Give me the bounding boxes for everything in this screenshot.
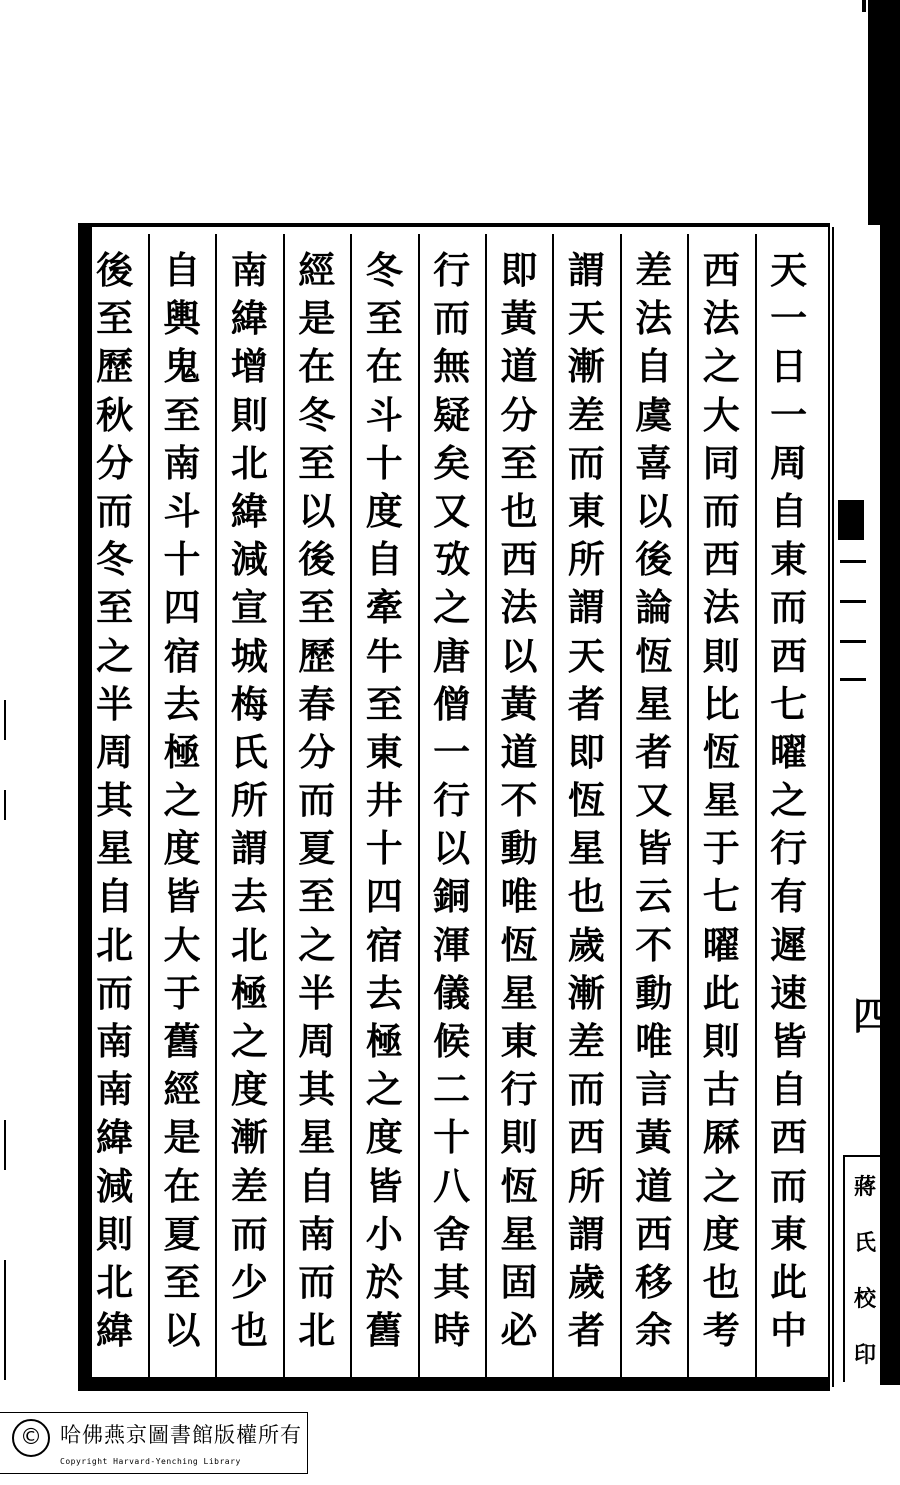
glyph: 之 — [365, 1067, 403, 1112]
glyph: 南 — [163, 440, 201, 485]
glyph: 周 — [770, 440, 808, 485]
glyph: 斗 — [365, 392, 403, 437]
glyph: 至 — [163, 1259, 201, 1304]
glyph: 去 — [230, 874, 268, 919]
glyph: 也 — [230, 1308, 268, 1353]
glyph: 八 — [433, 1163, 471, 1208]
glyph: 牛 — [365, 633, 403, 678]
glyph: 遲 — [770, 922, 808, 967]
glyph: 此 — [770, 1259, 808, 1304]
glyph: 大 — [702, 392, 740, 437]
column-rule — [687, 234, 689, 1380]
glyph: 後 — [96, 248, 134, 292]
glyph: 東 — [500, 1019, 538, 1063]
glyph: 增 — [230, 344, 268, 389]
glyph: 渾 — [433, 922, 471, 967]
glyph: 銅 — [433, 874, 471, 919]
glyph: 星 — [298, 1115, 336, 1160]
glyph: 時 — [433, 1308, 471, 1353]
glyph: 自 — [635, 344, 673, 389]
glyph: 至 — [298, 440, 336, 485]
glyph: 之 — [702, 344, 740, 389]
glyph: 所 — [230, 778, 268, 823]
glyph: 去 — [163, 681, 201, 726]
collector-seal — [843, 1155, 885, 1382]
glyph: 至 — [96, 296, 134, 341]
glyph: 于 — [163, 970, 201, 1015]
glyph: 以 — [433, 826, 471, 871]
margin-divider — [832, 227, 834, 1387]
glyph: 春 — [298, 681, 336, 726]
glyph: 南 — [230, 248, 268, 292]
glyph: 法 — [702, 585, 740, 630]
glyph: 以 — [500, 633, 538, 678]
scan-speck — [4, 1260, 6, 1380]
glyph: 候 — [433, 1019, 471, 1063]
column-rule — [350, 234, 352, 1380]
glyph: 道 — [635, 1163, 673, 1208]
glyph: 者 — [635, 729, 673, 774]
glyph: 星 — [500, 1211, 538, 1256]
glyph: 東 — [365, 729, 403, 774]
scan-speck — [4, 700, 6, 740]
glyph: 度 — [365, 488, 403, 533]
glyph: 皆 — [635, 826, 673, 871]
glyph: 儀 — [433, 970, 471, 1015]
glyph: 云 — [635, 874, 673, 919]
glyph: 曜 — [702, 922, 740, 967]
glyph: 在 — [298, 344, 336, 389]
glyph: 而 — [702, 488, 740, 533]
text-column — [487, 246, 551, 1354]
glyph: 在 — [365, 344, 403, 389]
glyph: 東 — [567, 488, 605, 533]
glyph: 自 — [365, 537, 403, 582]
glyph: 差 — [230, 1163, 268, 1208]
glyph: 至 — [500, 440, 538, 485]
glyph: 而 — [298, 778, 336, 823]
glyph: 古 — [702, 1067, 740, 1112]
glyph: 矣 — [433, 440, 471, 485]
text-column — [83, 246, 147, 1354]
glyph: 十 — [433, 1115, 471, 1160]
glyph: 歷 — [96, 344, 134, 389]
glyph: 速 — [770, 970, 808, 1015]
glyph: 之 — [298, 922, 336, 967]
glyph: 皆 — [163, 874, 201, 919]
glyph: 七 — [770, 681, 808, 726]
seal-char: 氏 — [853, 1229, 876, 1256]
glyph: 又 — [433, 488, 471, 533]
glyph: 東 — [770, 1211, 808, 1256]
text-column — [150, 246, 214, 1354]
glyph: 唯 — [635, 1019, 673, 1063]
glyph: 城 — [230, 633, 268, 678]
glyph: 西 — [702, 248, 740, 292]
glyph: 其 — [298, 1067, 336, 1112]
glyph: 喜 — [635, 440, 673, 485]
glyph: 虞 — [635, 392, 673, 437]
glyph: 是 — [163, 1115, 201, 1160]
glyph: 一 — [770, 392, 808, 437]
text-column — [689, 246, 753, 1354]
glyph: 南 — [96, 1067, 134, 1112]
glyph: 曜 — [770, 729, 808, 774]
glyph: 恆 — [500, 1163, 538, 1208]
glyph: 謂 — [567, 1211, 605, 1256]
glyph: 其 — [433, 1259, 471, 1304]
glyph: 冬 — [365, 248, 403, 292]
glyph: 也 — [567, 874, 605, 919]
glyph: 一 — [433, 729, 471, 774]
glyph: 一 — [770, 296, 808, 341]
glyph: 道 — [500, 344, 538, 389]
glyph: 後 — [298, 537, 336, 582]
glyph: 經 — [163, 1067, 201, 1112]
glyph: 至 — [163, 392, 201, 437]
glyph: 法 — [500, 585, 538, 630]
glyph: 四 — [163, 585, 201, 630]
glyph: 星 — [500, 970, 538, 1015]
glyph: 行 — [433, 248, 471, 292]
glyph: 鬼 — [163, 344, 201, 389]
glyph: 分 — [298, 729, 336, 774]
glyph: 黃 — [500, 296, 538, 341]
glyph: 緯 — [96, 1115, 134, 1160]
glyph: 北 — [96, 1259, 134, 1304]
glyph: 差 — [635, 248, 673, 292]
glyph: 又 — [635, 778, 673, 823]
glyph: 不 — [635, 922, 673, 967]
glyph: 有 — [770, 874, 808, 919]
text-column — [757, 246, 821, 1354]
scan-speck — [4, 1120, 6, 1170]
glyph: 歲 — [567, 1259, 605, 1304]
glyph: 經 — [298, 248, 336, 292]
glyph: 論 — [635, 585, 673, 630]
glyph: 半 — [96, 681, 134, 726]
glyph: 以 — [635, 488, 673, 533]
glyph: 至 — [298, 585, 336, 630]
glyph: 漸 — [230, 1115, 268, 1160]
text-column — [420, 246, 484, 1354]
glyph: 厤 — [702, 1115, 740, 1160]
glyph: 則 — [702, 1019, 740, 1063]
glyph: 唐 — [433, 633, 471, 678]
glyph: 所 — [567, 1163, 605, 1208]
glyph: 不 — [500, 778, 538, 823]
glyph: 之 — [96, 633, 134, 678]
glyph: 此 — [702, 970, 740, 1015]
glyph: 北 — [230, 922, 268, 967]
glyph: 周 — [298, 1019, 336, 1063]
seal-char: 校 — [853, 1286, 876, 1313]
column-rule — [552, 234, 554, 1380]
glyph: 西 — [770, 1115, 808, 1160]
scan-speck — [4, 790, 6, 820]
glyph: 極 — [230, 970, 268, 1015]
text-column — [554, 246, 618, 1354]
glyph: 謂 — [567, 248, 605, 292]
glyph: 於 — [365, 1259, 403, 1304]
glyph: 北 — [298, 1308, 336, 1353]
glyph: 減 — [230, 537, 268, 582]
glyph: 而 — [298, 1259, 336, 1304]
glyph: 動 — [500, 826, 538, 871]
glyph: 之 — [433, 585, 471, 630]
glyph: 牽 — [365, 585, 403, 630]
glyph: 北 — [96, 922, 134, 967]
seal-char: 蔣 — [853, 1173, 876, 1200]
glyph: 天 — [567, 296, 605, 341]
glyph: 七 — [702, 874, 740, 919]
glyph: 者 — [567, 1308, 605, 1353]
glyph: 星 — [96, 826, 134, 871]
glyph: 宿 — [365, 922, 403, 967]
glyph: 緯 — [230, 296, 268, 341]
glyph: 謂 — [567, 585, 605, 630]
glyph: 緯 — [230, 488, 268, 533]
glyph: 度 — [163, 826, 201, 871]
glyph: 僧 — [433, 681, 471, 726]
copyright-box — [0, 1412, 308, 1474]
glyph: 東 — [770, 537, 808, 582]
copyright-icon: © — [12, 1419, 50, 1457]
column-rule — [283, 234, 285, 1380]
glyph: 在 — [163, 1163, 201, 1208]
glyph: 恆 — [567, 778, 605, 823]
glyph: 南 — [298, 1211, 336, 1256]
glyph: 少 — [230, 1259, 268, 1304]
glyph: 分 — [500, 392, 538, 437]
glyph: 宿 — [163, 633, 201, 678]
glyph: 而 — [230, 1211, 268, 1256]
glyph: 則 — [96, 1211, 134, 1256]
glyph: 于 — [702, 826, 740, 871]
glyph: 四 — [365, 874, 403, 919]
column-rule — [215, 234, 217, 1380]
glyph: 西 — [635, 1211, 673, 1256]
glyph: 即 — [500, 248, 538, 292]
glyph: 其 — [96, 778, 134, 823]
glyph: 皆 — [770, 1019, 808, 1063]
glyph: 疑 — [433, 392, 471, 437]
glyph: 北 — [230, 440, 268, 485]
glyph: 比 — [702, 681, 740, 726]
glyph: 恆 — [500, 922, 538, 967]
glyph: 考 — [702, 1308, 740, 1353]
glyph: 差 — [567, 1019, 605, 1063]
column-rule — [418, 234, 420, 1380]
glyph: 皆 — [365, 1163, 403, 1208]
glyph: 自 — [96, 874, 134, 919]
glyph: 行 — [770, 826, 808, 871]
glyph: 而 — [96, 488, 134, 533]
glyph: 大 — [163, 922, 201, 967]
glyph: 法 — [702, 296, 740, 341]
glyph: 南 — [96, 1019, 134, 1063]
glyph: 即 — [567, 729, 605, 774]
glyph: 黃 — [500, 681, 538, 726]
glyph: 小 — [365, 1211, 403, 1256]
glyph: 十 — [365, 440, 403, 485]
glyph: 梅 — [230, 681, 268, 726]
glyph: 宣 — [230, 585, 268, 630]
glyph: 度 — [230, 1067, 268, 1112]
text-column — [285, 246, 349, 1354]
glyph: 十 — [365, 826, 403, 871]
glyph: 也 — [702, 1259, 740, 1304]
column-rule — [755, 234, 757, 1380]
glyph: 度 — [365, 1115, 403, 1160]
margin-title-mark — [838, 490, 866, 690]
glyph: 自 — [770, 1067, 808, 1112]
glyph: 至 — [365, 681, 403, 726]
glyph: 同 — [702, 440, 740, 485]
glyph: 極 — [163, 729, 201, 774]
glyph: 歲 — [567, 922, 605, 967]
glyph: 動 — [635, 970, 673, 1015]
glyph: 之 — [770, 778, 808, 823]
glyph: 差 — [567, 392, 605, 437]
glyph: 移 — [635, 1259, 673, 1304]
glyph: 之 — [230, 1019, 268, 1063]
glyph: 星 — [702, 778, 740, 823]
column-rule — [620, 234, 622, 1380]
glyph: 則 — [500, 1115, 538, 1160]
page-number: 四 — [852, 993, 891, 1038]
glyph: 氏 — [230, 729, 268, 774]
glyph: 輿 — [163, 296, 201, 341]
glyph: 天 — [770, 248, 808, 292]
text-column — [217, 246, 281, 1354]
glyph: 恆 — [635, 633, 673, 678]
glyph: 天 — [567, 633, 605, 678]
glyph: 固 — [500, 1259, 538, 1304]
glyph: 而 — [770, 1163, 808, 1208]
text-column — [622, 246, 686, 1354]
glyph: 漸 — [567, 344, 605, 389]
glyph: 星 — [635, 681, 673, 726]
glyph: 法 — [635, 296, 673, 341]
glyph: 斗 — [163, 488, 201, 533]
copyright-chinese: 哈佛燕京圖書館版權所有 — [60, 1423, 302, 1447]
glyph: 自 — [163, 248, 201, 292]
glyph: 日 — [770, 344, 808, 389]
glyph: 至 — [365, 296, 403, 341]
column-rule — [148, 234, 150, 1380]
glyph: 謂 — [230, 826, 268, 871]
glyph: 而 — [567, 1067, 605, 1112]
glyph: 則 — [230, 392, 268, 437]
glyph: 西 — [500, 537, 538, 582]
glyph: 唯 — [500, 874, 538, 919]
glyph: 舊 — [365, 1308, 403, 1353]
glyph: 至 — [298, 874, 336, 919]
glyph: 而 — [567, 440, 605, 485]
glyph: 而 — [96, 970, 134, 1015]
glyph: 行 — [433, 778, 471, 823]
glyph: 冬 — [96, 537, 134, 582]
glyph: 井 — [365, 778, 403, 823]
glyph: 恆 — [702, 729, 740, 774]
glyph: 舊 — [163, 1019, 201, 1063]
text-column — [352, 246, 416, 1354]
glyph: 夏 — [298, 826, 336, 871]
glyph: 以 — [298, 488, 336, 533]
glyph: 減 — [96, 1163, 134, 1208]
glyph: 必 — [500, 1308, 538, 1353]
column-rule — [485, 234, 487, 1380]
glyph: 無 — [433, 344, 471, 389]
glyph: 中 — [770, 1308, 808, 1353]
glyph: 舍 — [433, 1211, 471, 1256]
glyph: 也 — [500, 488, 538, 533]
glyph: 星 — [567, 826, 605, 871]
glyph: 之 — [702, 1163, 740, 1208]
glyph: 度 — [702, 1211, 740, 1256]
seal-char: 印 — [853, 1342, 876, 1369]
glyph: 緯 — [96, 1308, 134, 1353]
glyph: 自 — [770, 488, 808, 533]
glyph: 西 — [567, 1115, 605, 1160]
glyph: 後 — [635, 537, 673, 582]
glyph: 夏 — [163, 1211, 201, 1256]
glyph: 自 — [298, 1163, 336, 1208]
glyph: 行 — [500, 1067, 538, 1112]
glyph: 二 — [433, 1067, 471, 1112]
glyph: 西 — [702, 537, 740, 582]
glyph: 則 — [702, 633, 740, 678]
glyph: 極 — [365, 1019, 403, 1063]
glyph: 十 — [163, 537, 201, 582]
glyph: 西 — [770, 633, 808, 678]
spine-top-bar — [868, 0, 900, 225]
glyph: 分 — [96, 440, 134, 485]
glyph: 而 — [433, 296, 471, 341]
glyph: 半 — [298, 970, 336, 1015]
glyph: 余 — [635, 1308, 673, 1353]
glyph: 黃 — [635, 1115, 673, 1160]
glyph: 道 — [500, 729, 538, 774]
glyph: 去 — [365, 970, 403, 1015]
glyph: 歷 — [298, 633, 336, 678]
glyph: 以 — [163, 1308, 201, 1353]
glyph: 攷 — [433, 537, 471, 582]
glyph: 所 — [567, 537, 605, 582]
spine-tick — [862, 0, 866, 12]
glyph: 者 — [567, 681, 605, 726]
glyph: 是 — [298, 296, 336, 341]
glyph: 而 — [770, 585, 808, 630]
glyph: 周 — [96, 729, 134, 774]
glyph: 之 — [163, 778, 201, 823]
glyph: 秋 — [96, 392, 134, 437]
glyph: 至 — [96, 585, 134, 630]
glyph: 漸 — [567, 970, 605, 1015]
glyph: 冬 — [298, 392, 336, 437]
copyright-english: Copyright Harvard-Yenching Library — [60, 1457, 241, 1466]
glyph: 言 — [635, 1067, 673, 1112]
